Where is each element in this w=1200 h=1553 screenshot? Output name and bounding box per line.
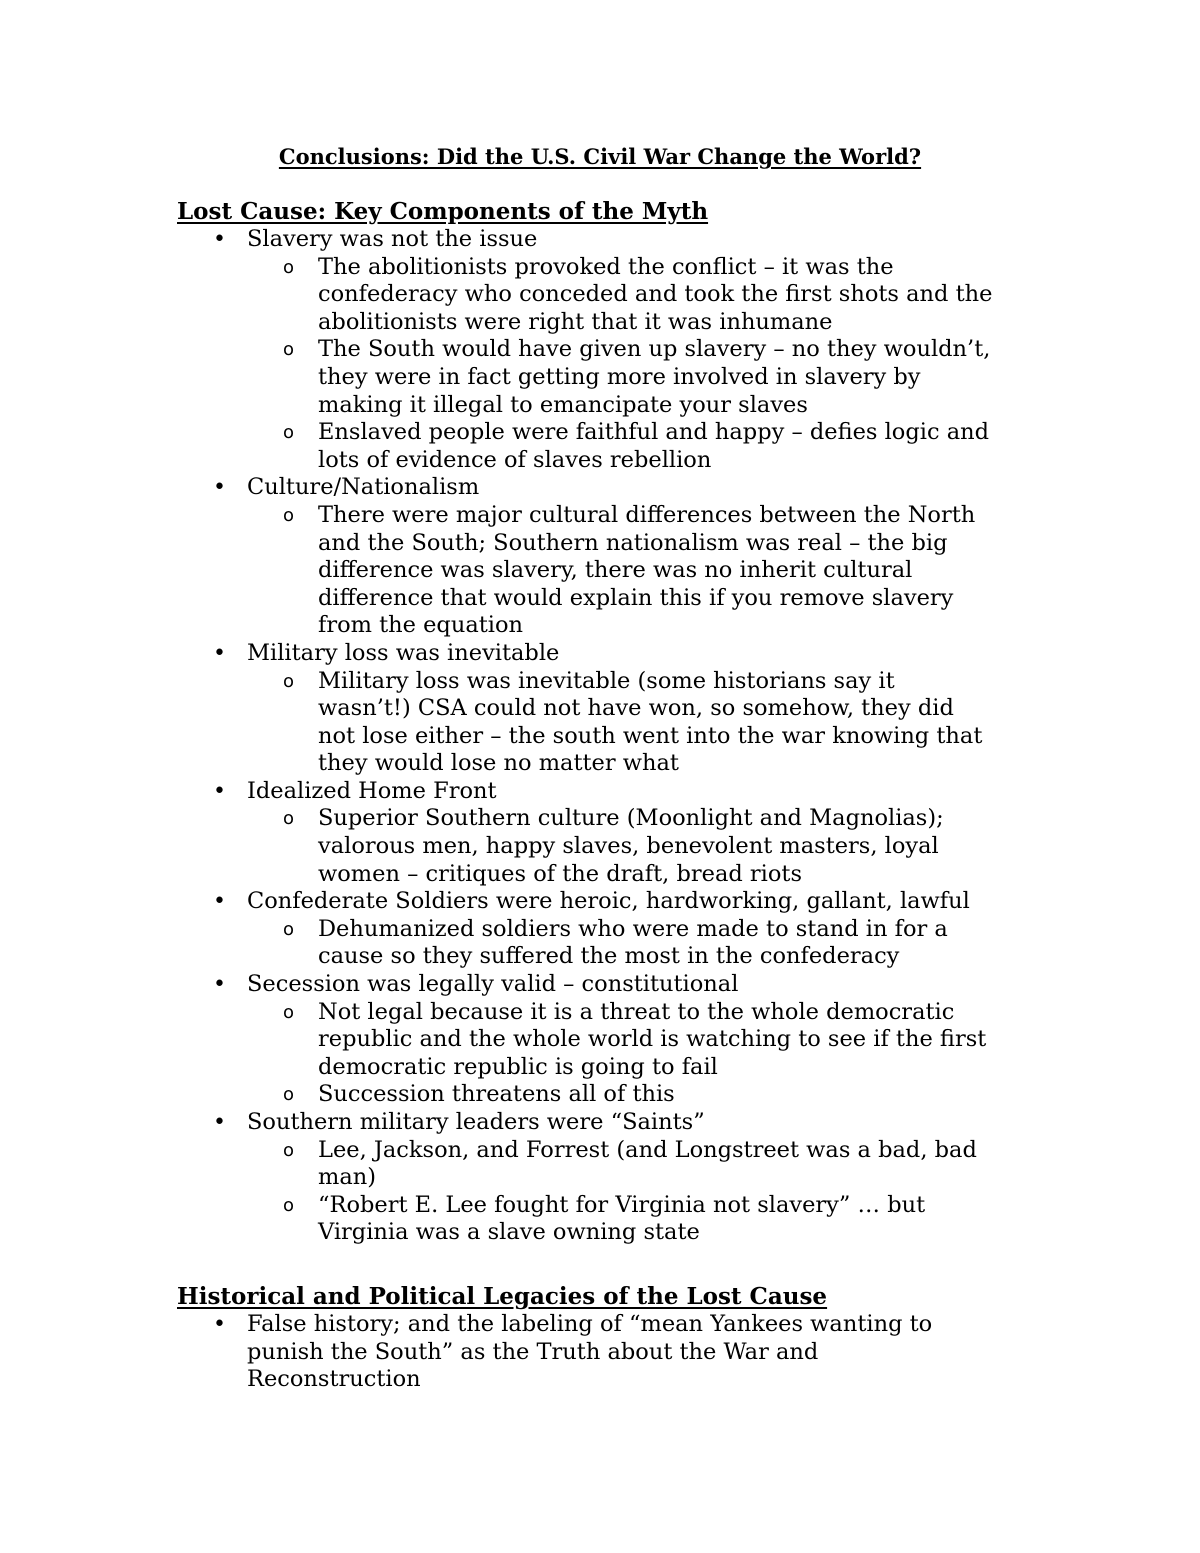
sub-item-text-line: Enslaved people were faithful and happy – defies logic and bbox=[318, 419, 990, 446]
circle-bullet-icon: o bbox=[283, 504, 295, 526]
circle-bullet-icon: o bbox=[283, 1084, 295, 1106]
sub-item-text-line: democratic republic is going to fail bbox=[318, 1053, 718, 1080]
sub-item-text-line: Dehumanized soldiers who were made to stand in for a bbox=[318, 915, 948, 942]
bullet-icon: • bbox=[213, 1110, 226, 1135]
bullet-icon: • bbox=[213, 1312, 226, 1337]
circle-bullet-icon: o bbox=[283, 1001, 295, 1023]
list-item bbox=[177, 971, 1057, 1109]
sub-item-text-line: The abolitionists provoked the conflict – it was the bbox=[318, 253, 894, 280]
sub-item-text-line: they were in fact getting more involved in slavery by bbox=[318, 363, 921, 390]
circle-bullet-icon: o bbox=[283, 339, 295, 361]
sub-list bbox=[247, 916, 1057, 971]
sub-list bbox=[247, 1137, 1057, 1247]
bullet-icon: • bbox=[213, 889, 226, 915]
sub-list-item bbox=[247, 336, 1057, 419]
sub-list-item bbox=[247, 668, 1057, 778]
circle-bullet-icon: o bbox=[283, 1139, 295, 1161]
sub-list bbox=[247, 999, 1057, 1109]
list-item-text-line: False history; and the labeling of “mean Yankees wanting to bbox=[247, 1311, 933, 1337]
circle-bullet-icon: o bbox=[283, 256, 295, 278]
section-heading: Historical and Political Legacies of the Lost Cause bbox=[177, 1283, 828, 1310]
bullet-icon: • bbox=[213, 972, 226, 998]
sub-item-text-line: Military loss was inevitable (some historians say it bbox=[318, 667, 895, 694]
list-item bbox=[177, 226, 1057, 474]
sub-item-text-line: valorous men, happy slaves, benevolent masters, loyal bbox=[318, 833, 939, 860]
bullet-list bbox=[177, 226, 1057, 1247]
list-item-label: Slavery was not the issue bbox=[247, 226, 538, 252]
sub-list-item bbox=[247, 916, 1057, 971]
list-item-label: Southern military leaders were “Saints” bbox=[247, 1109, 705, 1135]
circle-bullet-icon: o bbox=[283, 1194, 295, 1216]
list-item bbox=[177, 1109, 1057, 1247]
sub-list-item bbox=[247, 1192, 1057, 1247]
sub-list bbox=[247, 254, 1057, 475]
list-item-text-line: Reconstruction bbox=[247, 1366, 421, 1393]
sub-item-text-line: Virginia was a slave owning state bbox=[318, 1219, 700, 1246]
list-item-label: Military loss was inevitable bbox=[247, 639, 560, 666]
section-legacies bbox=[177, 1283, 1057, 1394]
sub-list-item bbox=[247, 1137, 1057, 1192]
document-title: Conclusions: Did the U.S. Civil War Change the World? bbox=[278, 144, 922, 169]
sub-list-item bbox=[247, 419, 1057, 474]
sub-item-text-line: women – critiques of the draft, bread riots bbox=[318, 860, 803, 887]
sub-item-text-line: “Robert E. Lee fought for Virginia not slavery” … but bbox=[318, 1191, 926, 1218]
list-item bbox=[177, 474, 1057, 640]
sub-item-text-line: not lose either – the south went into the war knowing that bbox=[318, 722, 983, 749]
section-lost-cause bbox=[177, 198, 1057, 1247]
sub-item-text-line: Superior Southern culture (Moonlight and Magnolias); bbox=[318, 805, 944, 832]
bullet-icon: • bbox=[213, 640, 226, 666]
circle-bullet-icon: o bbox=[283, 422, 295, 444]
list-item bbox=[177, 640, 1057, 778]
bullet-icon: • bbox=[213, 475, 226, 501]
sub-list-item bbox=[247, 999, 1057, 1082]
list-item bbox=[177, 778, 1057, 888]
list-item bbox=[177, 1311, 1057, 1394]
sub-list bbox=[247, 668, 1057, 778]
sub-item-text-line: cause so they suffered the most in the confederacy bbox=[318, 943, 900, 970]
sub-item-text-line: The South would have given up slavery – no they wouldn’t, bbox=[318, 336, 991, 363]
sub-item-text-line: abolitionists were right that it was inhumane bbox=[318, 308, 833, 335]
sub-list-item bbox=[247, 254, 1057, 337]
section-heading: Lost Cause: Key Components of the Myth bbox=[177, 198, 709, 225]
sub-item-text-line: Lee, Jackson, and Forrest (and Longstreet was a bad, bad bbox=[318, 1136, 977, 1163]
circle-bullet-icon: o bbox=[283, 808, 295, 830]
sub-item-text-line: Not legal because it is a threat to the whole democratic bbox=[318, 998, 955, 1025]
sub-list-item bbox=[247, 805, 1057, 888]
sub-item-text-line: republic and the whole world is watching to see if the first bbox=[318, 1026, 987, 1053]
sub-item-text-line: difference was slavery, there was no inherit cultural bbox=[318, 557, 913, 584]
sub-item-text-line: they would lose no matter what bbox=[318, 750, 679, 777]
list-item bbox=[177, 888, 1057, 971]
circle-bullet-icon: o bbox=[283, 670, 295, 692]
sub-list-item bbox=[247, 502, 1057, 640]
sub-item-text-line: man) bbox=[318, 1164, 377, 1191]
sub-item-text-line: Succession threatens all of this bbox=[318, 1081, 675, 1108]
sub-list bbox=[247, 502, 1057, 640]
sub-item-text-line: lots of evidence of slaves rebellion bbox=[318, 446, 712, 473]
list-item-label: Secession was legally valid – constitutional bbox=[247, 971, 739, 998]
sub-item-text-line: from the equation bbox=[318, 612, 524, 639]
sub-list bbox=[247, 805, 1057, 888]
sub-item-text-line: difference that would explain this if you remove slavery bbox=[318, 584, 954, 611]
sub-item-text-line: and the South; Southern nationalism was real – the big bbox=[318, 529, 948, 556]
list-item-label: Confederate Soldiers were heroic, hardworking, gallant, lawful bbox=[247, 888, 970, 915]
sub-item-text-line: There were major cultural differences between the North bbox=[318, 501, 976, 528]
sub-list-item bbox=[247, 1081, 1057, 1109]
list-item-label: Idealized Home Front bbox=[247, 777, 497, 804]
bullet-list bbox=[177, 1311, 1057, 1394]
bullet-icon: • bbox=[213, 227, 226, 252]
list-item-label: Culture/Nationalism bbox=[247, 474, 480, 501]
sub-item-text-line: wasn’t!) CSA could not have won, so somehow, they did bbox=[318, 695, 954, 722]
list-item-text-line: punish the South” as the Truth about the War and bbox=[247, 1338, 819, 1365]
sub-item-text-line: confederacy who conceded and took the first shots and the bbox=[318, 281, 993, 308]
circle-bullet-icon: o bbox=[283, 918, 295, 940]
sub-item-text-line: making it illegal to emancipate your slaves bbox=[318, 391, 808, 418]
bullet-icon: • bbox=[213, 778, 226, 804]
